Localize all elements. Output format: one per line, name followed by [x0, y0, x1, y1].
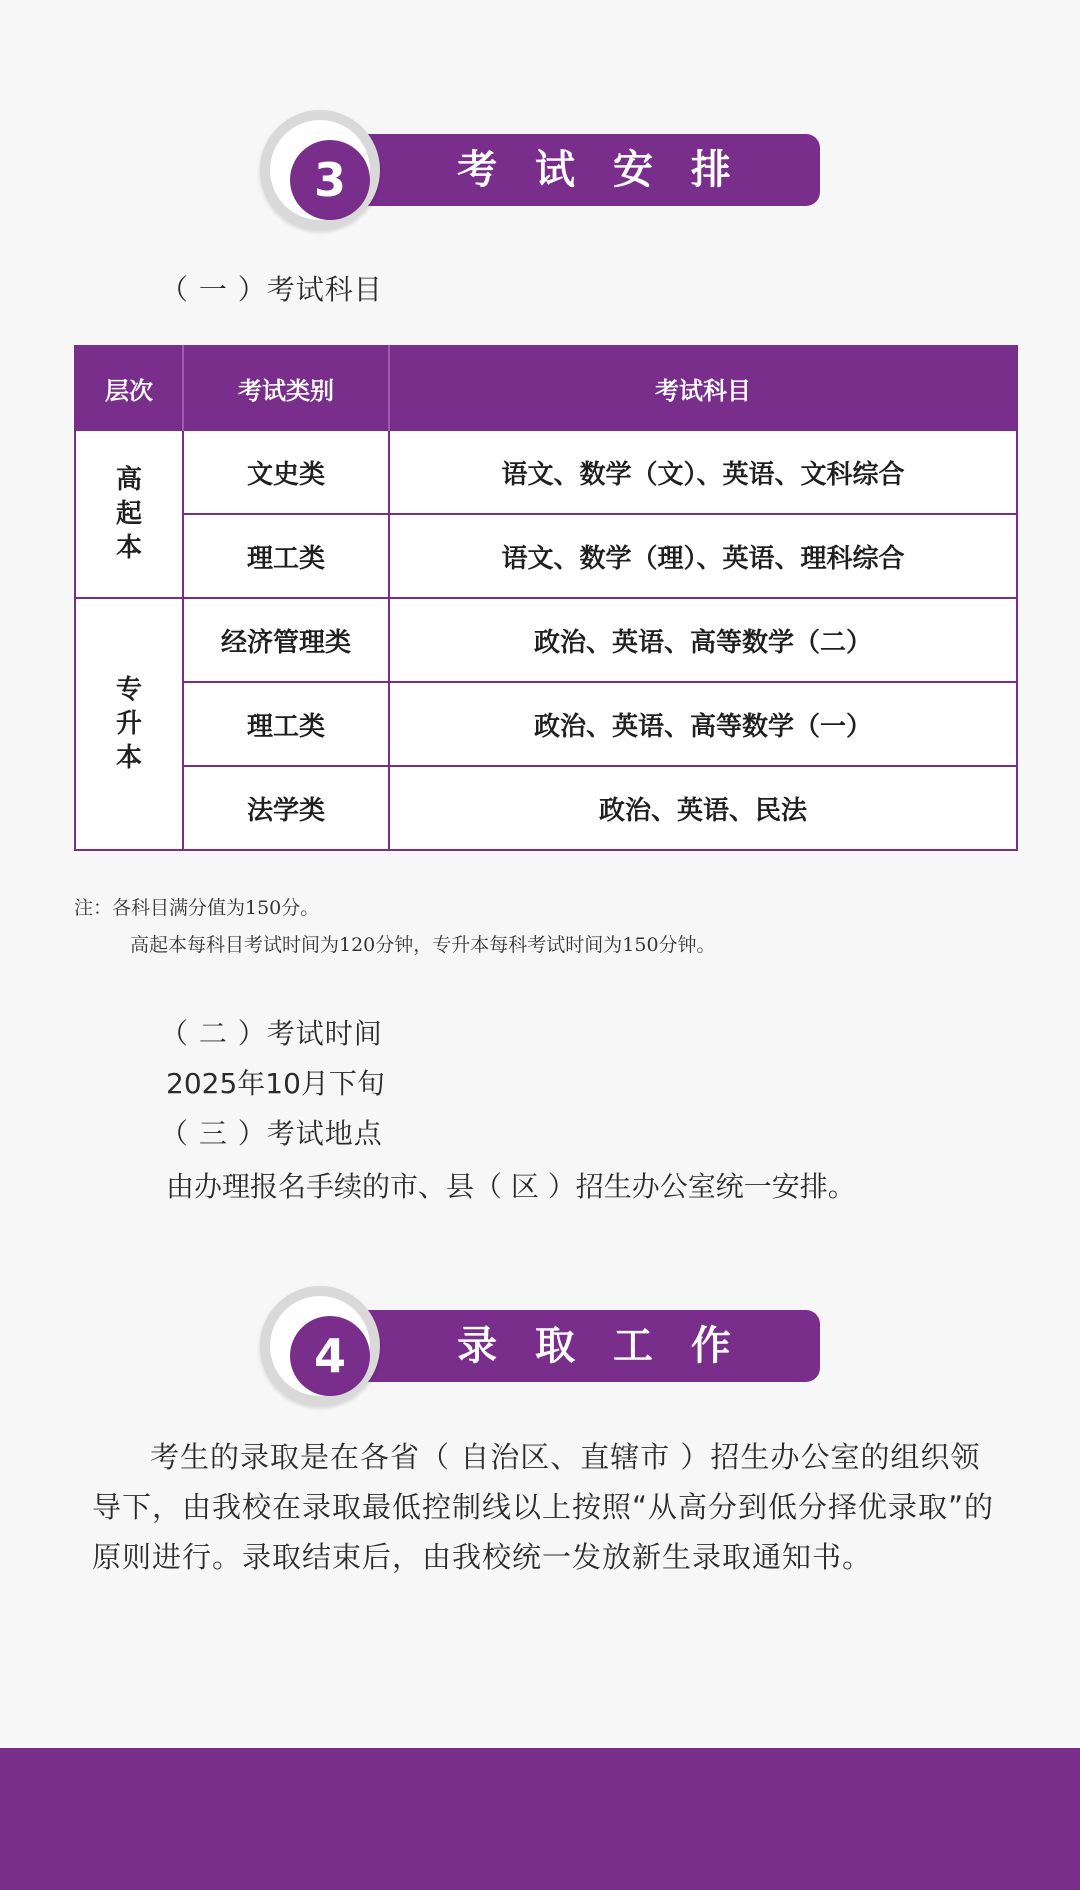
header-category: 考试类别: [183, 346, 389, 430]
category-cell: 理工类: [183, 514, 389, 598]
level-cell-zhuanshengben: 专 升 本: [75, 598, 183, 850]
section-header-admission: [260, 1286, 820, 1406]
number-badge: [260, 1286, 380, 1406]
level-cell-gaoqiben: 高 起 本: [75, 430, 183, 598]
category-cell: 理工类: [183, 682, 389, 766]
note-exam-duration: 高起本每科目考试时间为120分钟，专升本每科考试时间为150分钟。: [130, 934, 716, 956]
category-cell: 法学类: [183, 766, 389, 850]
table-header-row: [75, 346, 1017, 430]
subjects-cell: 政治、英语、高等数学（二）: [389, 598, 1017, 682]
table-row: [75, 430, 1017, 514]
exam-time-value: 2025年10月下旬: [166, 1067, 385, 1100]
section-title: 考 试 安 排: [457, 147, 743, 193]
section-number: 3: [290, 140, 370, 220]
subheading-exam-subjects: （ 一 ）考试科目: [160, 273, 383, 306]
table-row: [75, 598, 1017, 682]
table-row: [75, 682, 1017, 766]
subjects-cell: 语文、数学（理）、英语、理科综合: [389, 514, 1017, 598]
number-badge: [260, 110, 380, 230]
note-full-score: 注：各科目满分值为150分。: [74, 897, 320, 919]
section-number: 4: [290, 1316, 370, 1396]
header-subjects: 考试科目: [389, 346, 1017, 430]
footer-band: [0, 1748, 1080, 1890]
admission-paragraph: 考生的录取是在各省（ 自治区、直辖市 ）招生办公室的组织领导下，由我校在录取最低控制线以上按照“从高分到低分择优录取”的原则进行。录取结束后，由我校统一发放新生录取通知书。: [92, 1440, 995, 1574]
header-level: 层次: [75, 346, 183, 430]
category-cell: 经济管理类: [183, 598, 389, 682]
subjects-cell: 语文、数学（文）、英语、文科综合: [389, 430, 1017, 514]
section-header-exam-arrangement: [260, 110, 820, 230]
subjects-cell: 政治、英语、高等数学（一）: [389, 682, 1017, 766]
table-row: [75, 766, 1017, 850]
exam-subjects-table: [74, 345, 1018, 851]
subjects-cell: 政治、英语、民法: [389, 766, 1017, 850]
subheading-exam-place: （ 三 ）考试地点: [160, 1117, 383, 1150]
category-cell: 文史类: [183, 430, 389, 514]
exam-place-value: 由办理报名手续的市、县（ 区 ）招生办公室统一安排。: [166, 1170, 856, 1203]
table-row: [75, 514, 1017, 598]
section-title: 录 取 工 作: [457, 1323, 743, 1369]
subheading-exam-time: （ 二 ）考试时间: [160, 1017, 383, 1050]
